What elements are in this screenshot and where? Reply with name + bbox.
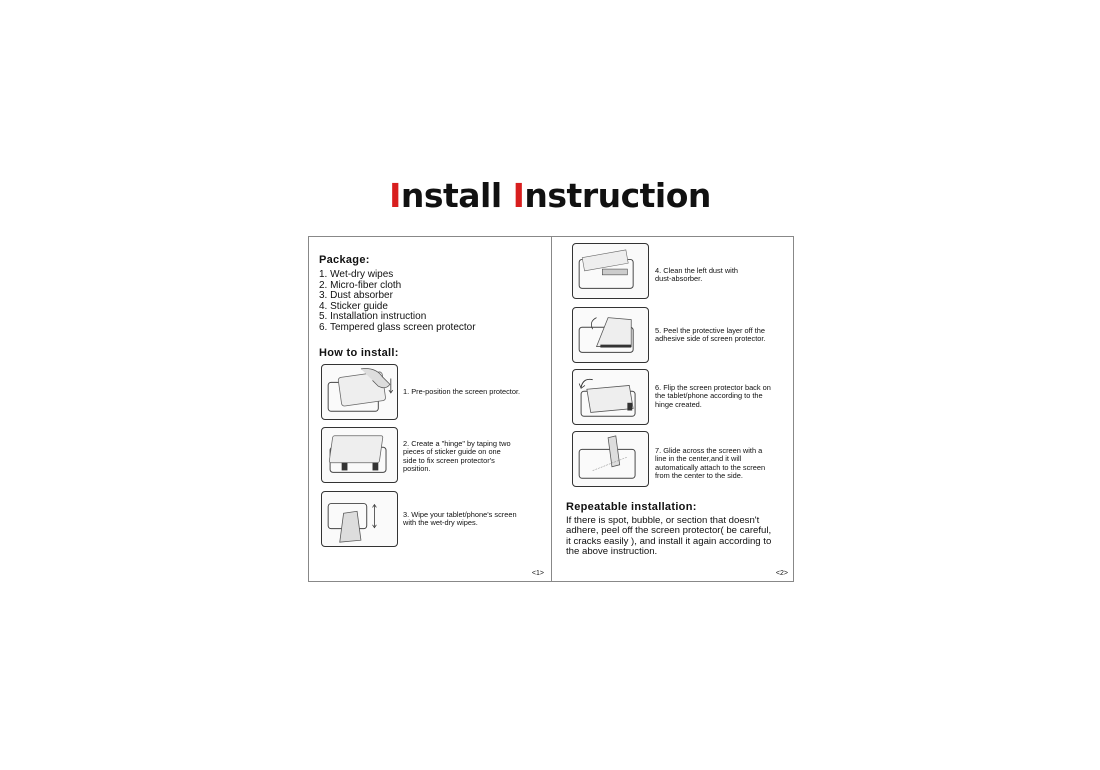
hinge-tape-icon <box>322 428 397 482</box>
package-item: 2. Micro-fiber cloth <box>319 279 402 291</box>
right-page <box>552 237 795 581</box>
step-3-text: 3. Wipe your tablet/phone's screen with the wet-dry wipes. <box>403 510 517 528</box>
repeat-heading: Repeatable installation: <box>566 501 697 513</box>
repeat-text: If there is spot, bubble, or section that doesn't adhere, peel off the screen protector( be careful, it cracks easily ), and install it again according to the above instruction. <box>566 515 772 558</box>
package-item: 5. Installation instruction <box>319 311 427 322</box>
page-number-right: <2> <box>775 570 788 577</box>
step-7-illustration <box>572 431 649 487</box>
package-heading: Package: <box>319 254 370 266</box>
page-number-left: <1> <box>531 570 544 577</box>
package-item: 1. Wet-dry wipes <box>319 269 394 280</box>
step-4-illustration <box>572 243 649 299</box>
left-page <box>309 237 552 581</box>
wipe-screen-icon <box>322 492 397 546</box>
title-word-2: nstruction <box>524 176 711 215</box>
step-1-text: 1. Pre-position the screen protector. <box>403 387 521 396</box>
step-4-text: 4. Clean the left dust with dust-absorber. <box>655 266 738 284</box>
package-item: 6. Tempered glass screen protector <box>319 321 476 333</box>
peel-layer-icon <box>573 308 648 362</box>
dust-absorber-icon <box>573 244 648 298</box>
package-list <box>319 270 476 333</box>
title-word-1: nstall <box>400 176 513 215</box>
flip-protector-icon <box>573 370 648 424</box>
title-initial-1: I <box>389 176 401 215</box>
step-5-text: 5. Peel the protective layer off the adhesive side of screen protector. <box>655 326 766 344</box>
step-5-illustration <box>572 307 649 363</box>
hand-placing-protector-icon <box>322 365 397 419</box>
howto-heading: How to install: <box>319 347 399 359</box>
glide-finger-icon <box>573 432 648 486</box>
package-item: 3. Dust absorber <box>319 290 393 301</box>
step-3-illustration <box>321 491 398 547</box>
step-2-illustration <box>321 427 398 483</box>
document-title <box>0 176 1100 215</box>
title-initial-2: I <box>512 176 525 215</box>
step-7-text: 7. Glide across the screen with a line in the center,and it will automatically attach to the screen from the center to the side. <box>655 446 766 481</box>
package-item: 4. Sticker guide <box>319 300 388 312</box>
step-6-text: 6. Flip the screen protector back on the tablet/phone according to the hinge created. <box>655 383 771 409</box>
instruction-booklet <box>308 236 794 582</box>
step-2-text: 2. Create a "hinge" by taping two pieces of sticker guide on one side to fix screen protector's position. <box>403 439 511 474</box>
step-1-illustration <box>321 364 398 420</box>
step-6-illustration <box>572 369 649 425</box>
